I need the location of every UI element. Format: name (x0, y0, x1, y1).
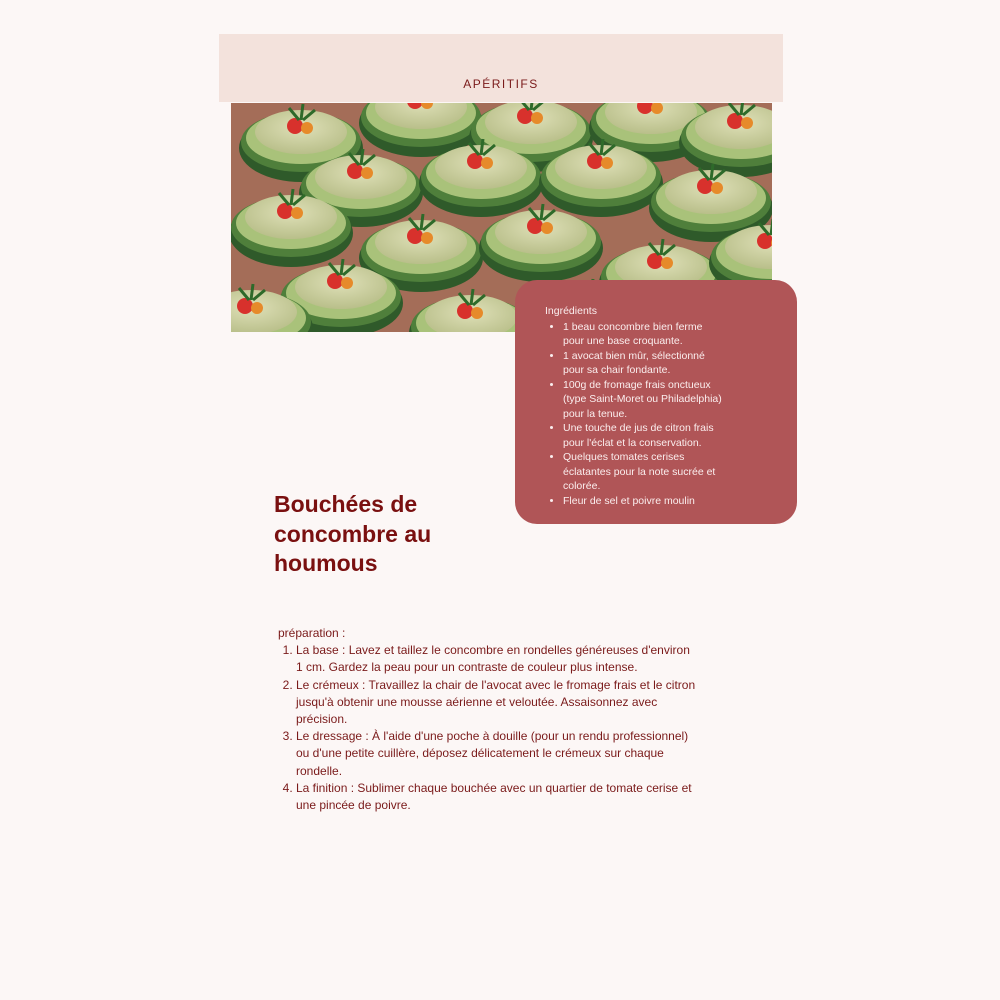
ingredient-item: • 100g de fromage frais onctueux (type Saint-Moret ou Philadelphia) pour la tenue. (563, 378, 725, 422)
recipe-title: Bouchées de concombre au houmous (274, 491, 432, 576)
preparation-step: 4. La finition : Sublimer chaque bouchée avec un quartier de tomate cerise et une pincée de poivre. (296, 780, 698, 814)
preparation-step: 3. Le dressage : À l'aide d'une poche à douille (pour un rendu professionnel) ou d'une petite cuillère, déposez délicatement le crémeux sur chaque rondelle. (296, 728, 698, 780)
ingredient-item: • Une touche de jus de citron frais pour l'éclat et la conservation. (563, 421, 725, 450)
header-band (219, 34, 783, 102)
ingredients-list (545, 320, 725, 509)
preparation-step: 1. La base : Lavez et taillez le concombre en rondelles généreuses d'environ 1 cm. Gardez la peau pour un contraste de couleur plus intense. (296, 642, 698, 676)
category-label: APÉRITIFS (463, 77, 539, 91)
ingredient-item: • Quelques tomates cerises éclatantes pour la note sucrée et colorée. (563, 450, 725, 494)
preparation-section (278, 625, 698, 814)
ingredient-item: • Fleur de sel et poivre moulin (563, 494, 725, 509)
ingredient-item: • 1 beau concombre bien ferme pour une base croquante. (563, 320, 725, 349)
ingredients-card (515, 280, 797, 524)
ingredients-title: Ingrédients (545, 305, 597, 317)
preparation-step: 2. Le crémeux : Travaillez la chair de l'avocat avec le fromage frais et le citron jusqu'à obtenir une mousse aérienne et veloutée. Assaisonnez avec précision. (296, 677, 698, 729)
ingredient-item: • 1 avocat bien mûr, sélectionné pour sa chair fondante. (563, 349, 725, 378)
preparation-title: préparation : (278, 626, 346, 640)
preparation-steps (278, 642, 698, 814)
